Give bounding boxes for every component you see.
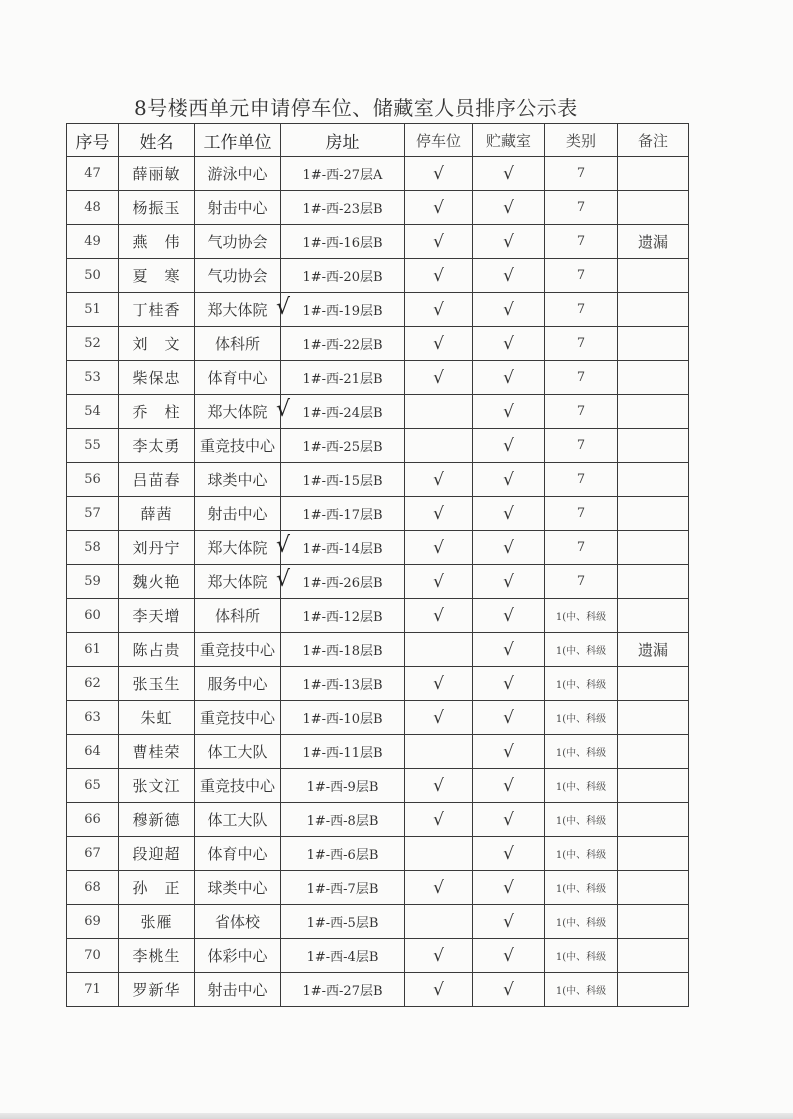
parking-cell: √: [405, 973, 473, 1007]
address-cell: 1#-西-8层B: [281, 803, 405, 837]
note-cell: [618, 735, 689, 769]
category-cell: 1(中、科级: [545, 599, 618, 633]
storage-cell: √: [473, 667, 545, 701]
roster-table: [66, 123, 689, 1007]
category-cell: 7: [545, 429, 618, 463]
storage-cell: √: [473, 293, 545, 327]
handwritten-check-mark: √: [275, 533, 290, 558]
handwritten-check-mark: √: [275, 567, 290, 592]
note-cell: [618, 599, 689, 633]
handwritten-check-mark: √: [275, 295, 290, 320]
table-row: [67, 395, 689, 429]
table-row: [67, 871, 689, 905]
address-cell: 1#-西-9层B: [281, 769, 405, 803]
unit-cell: 郑大体院 √: [195, 293, 281, 327]
unit-cell: 体工大队: [195, 735, 281, 769]
name-cell: 李桃生: [119, 939, 195, 973]
seq-cell: 62: [67, 667, 119, 701]
seq-cell: 51: [67, 293, 119, 327]
name-cell: 穆新德: [119, 803, 195, 837]
header-unit: 工作单位: [195, 124, 281, 157]
category-cell: 1(中、科级: [545, 701, 618, 735]
storage-cell: √: [473, 735, 545, 769]
storage-cell: √: [473, 259, 545, 293]
table-row: [67, 531, 689, 565]
parking-cell: √: [405, 293, 473, 327]
storage-cell: √: [473, 565, 545, 599]
note-cell: [618, 837, 689, 871]
address-cell: 1#-西-6层B: [281, 837, 405, 871]
seq-cell: 47: [67, 157, 119, 191]
seq-cell: 48: [67, 191, 119, 225]
note-cell: [618, 939, 689, 973]
table-row: [67, 497, 689, 531]
category-cell: 7: [545, 395, 618, 429]
category-cell: 1(中、科级: [545, 871, 618, 905]
note-cell: [618, 973, 689, 1007]
unit-cell: 重竞技中心: [195, 633, 281, 667]
table-row: [67, 429, 689, 463]
storage-cell: √: [473, 157, 545, 191]
name-cell: 杨振玉: [119, 191, 195, 225]
address-cell: 1#-西-12层B: [281, 599, 405, 633]
parking-cell: √: [405, 769, 473, 803]
unit-cell: 射击中心: [195, 191, 281, 225]
table-row: [67, 905, 689, 939]
note-cell: [618, 429, 689, 463]
address-cell: 1#-西-4层B: [281, 939, 405, 973]
address-cell: 1#-西-25层B: [281, 429, 405, 463]
table-row: [67, 463, 689, 497]
name-cell: 罗新华: [119, 973, 195, 1007]
name-cell: 薛茜: [119, 497, 195, 531]
storage-cell: √: [473, 939, 545, 973]
note-cell: [618, 531, 689, 565]
name-cell: 刘 文: [119, 327, 195, 361]
table-row: [67, 939, 689, 973]
address-cell: 1#-西-24层B: [281, 395, 405, 429]
seq-cell: 58: [67, 531, 119, 565]
parking-cell: √: [405, 157, 473, 191]
storage-cell: √: [473, 599, 545, 633]
parking-cell: √: [405, 701, 473, 735]
unit-cell: 服务中心: [195, 667, 281, 701]
storage-cell: √: [473, 361, 545, 395]
seq-cell: 60: [67, 599, 119, 633]
category-cell: 1(中、科级: [545, 973, 618, 1007]
address-cell: 1#-西-5层B: [281, 905, 405, 939]
unit-cell: 郑大体院 √: [195, 565, 281, 599]
seq-cell: 59: [67, 565, 119, 599]
address-cell: 1#-西-22层B: [281, 327, 405, 361]
parking-cell: √: [405, 191, 473, 225]
table-row: [67, 599, 689, 633]
address-cell: 1#-西-13层B: [281, 667, 405, 701]
unit-cell: 重竞技中心: [195, 429, 281, 463]
name-cell: 吕苗春: [119, 463, 195, 497]
address-cell: 1#-西-21层B: [281, 361, 405, 395]
seq-cell: 70: [67, 939, 119, 973]
name-cell: 夏 寒: [119, 259, 195, 293]
table-row: [67, 769, 689, 803]
storage-cell: √: [473, 225, 545, 259]
table-row: [67, 633, 689, 667]
address-cell: 1#-西-16层B: [281, 225, 405, 259]
storage-cell: √: [473, 803, 545, 837]
note-cell: [618, 259, 689, 293]
address-cell: 1#-西-14层B: [281, 531, 405, 565]
header-note: 备注: [618, 124, 689, 157]
parking-cell: √: [405, 327, 473, 361]
address-cell: 1#-西-11层B: [281, 735, 405, 769]
name-cell: 张玉生: [119, 667, 195, 701]
storage-cell: √: [473, 701, 545, 735]
table-row: [67, 191, 689, 225]
parking-cell: √: [405, 667, 473, 701]
name-cell: 李太勇: [119, 429, 195, 463]
unit-cell: 体工大队: [195, 803, 281, 837]
unit-cell: 气功协会: [195, 259, 281, 293]
table-row: [67, 837, 689, 871]
seq-cell: 71: [67, 973, 119, 1007]
category-cell: 1(中、科级: [545, 667, 618, 701]
parking-cell: √: [405, 871, 473, 905]
note-cell: [618, 191, 689, 225]
header-parking: 停车位: [405, 124, 473, 157]
unit-cell: 体彩中心: [195, 939, 281, 973]
address-cell: 1#-西-19层B: [281, 293, 405, 327]
name-cell: 刘丹宁: [119, 531, 195, 565]
address-cell: 1#-西-7层B: [281, 871, 405, 905]
parking-cell: √: [405, 599, 473, 633]
name-cell: 乔 柱: [119, 395, 195, 429]
unit-cell: 游泳中心: [195, 157, 281, 191]
category-cell: 1(中、科级: [545, 735, 618, 769]
seq-cell: 57: [67, 497, 119, 531]
unit-cell: 体育中心: [195, 837, 281, 871]
seq-cell: 61: [67, 633, 119, 667]
seq-cell: 49: [67, 225, 119, 259]
parking-cell: √: [405, 361, 473, 395]
seq-cell: 64: [67, 735, 119, 769]
address-cell: 1#-西-10层B: [281, 701, 405, 735]
storage-cell: √: [473, 837, 545, 871]
note-cell: 遗漏: [618, 225, 689, 259]
table-row: [67, 361, 689, 395]
category-cell: 7: [545, 463, 618, 497]
address-cell: 1#-西-27层B: [281, 973, 405, 1007]
note-cell: [618, 327, 689, 361]
note-cell: [618, 157, 689, 191]
note-cell: [618, 565, 689, 599]
table-row: [67, 327, 689, 361]
note-cell: [618, 871, 689, 905]
table-row: [67, 157, 689, 191]
name-cell: 李天增: [119, 599, 195, 633]
seq-cell: 56: [67, 463, 119, 497]
unit-cell: 球类中心: [195, 871, 281, 905]
table-row: [67, 225, 689, 259]
note-cell: [618, 395, 689, 429]
unit-cell: 省体校: [195, 905, 281, 939]
category-cell: 1(中、科级: [545, 905, 618, 939]
category-cell: 7: [545, 565, 618, 599]
handwritten-check-mark: √: [275, 397, 290, 422]
seq-cell: 52: [67, 327, 119, 361]
note-cell: [618, 905, 689, 939]
parking-cell: √: [405, 259, 473, 293]
unit-cell: 郑大体院 √: [195, 531, 281, 565]
parking-cell: [405, 633, 473, 667]
storage-cell: √: [473, 973, 545, 1007]
note-cell: [618, 463, 689, 497]
unit-cell: 球类中心: [195, 463, 281, 497]
note-cell: [618, 361, 689, 395]
seq-cell: 67: [67, 837, 119, 871]
parking-cell: √: [405, 497, 473, 531]
storage-cell: √: [473, 395, 545, 429]
name-cell: 陈占贵: [119, 633, 195, 667]
name-cell: 朱虹: [119, 701, 195, 735]
category-cell: 7: [545, 531, 618, 565]
storage-cell: √: [473, 191, 545, 225]
name-cell: 魏火艳: [119, 565, 195, 599]
name-cell: 柴保忠: [119, 361, 195, 395]
storage-cell: √: [473, 463, 545, 497]
category-cell: 7: [545, 191, 618, 225]
address-cell: 1#-西-27层A: [281, 157, 405, 191]
seq-cell: 54: [67, 395, 119, 429]
name-cell: 段迎超: [119, 837, 195, 871]
table-row: [67, 701, 689, 735]
unit-cell: 郑大体院 √: [195, 395, 281, 429]
header-address: 房址: [281, 124, 405, 157]
note-cell: [618, 497, 689, 531]
seq-cell: 55: [67, 429, 119, 463]
parking-cell: √: [405, 939, 473, 973]
unit-cell: 重竞技中心: [195, 701, 281, 735]
category-cell: 1(中、科级: [545, 633, 618, 667]
parking-cell: √: [405, 565, 473, 599]
header-name: 姓名: [119, 124, 195, 157]
name-cell: 张雁: [119, 905, 195, 939]
address-cell: 1#-西-15层B: [281, 463, 405, 497]
storage-cell: √: [473, 871, 545, 905]
unit-cell: 射击中心: [195, 973, 281, 1007]
category-cell: 7: [545, 361, 618, 395]
category-cell: 1(中、科级: [545, 837, 618, 871]
category-cell: 1(中、科级: [545, 769, 618, 803]
unit-cell: 射击中心: [195, 497, 281, 531]
address-cell: 1#-西-18层B: [281, 633, 405, 667]
document-title: 8号楼西单元申请停车位、储藏室人员排序公示表: [134, 96, 578, 120]
storage-cell: √: [473, 531, 545, 565]
note-cell: 遗漏: [618, 633, 689, 667]
storage-cell: √: [473, 769, 545, 803]
parking-cell: [405, 735, 473, 769]
address-cell: 1#-西-23层B: [281, 191, 405, 225]
category-cell: 7: [545, 157, 618, 191]
note-cell: [618, 769, 689, 803]
header-row: [67, 124, 689, 157]
seq-cell: 65: [67, 769, 119, 803]
table-row: [67, 735, 689, 769]
name-cell: 丁桂香: [119, 293, 195, 327]
name-cell: 孙 正: [119, 871, 195, 905]
parking-cell: [405, 837, 473, 871]
parking-cell: √: [405, 531, 473, 565]
seq-cell: 63: [67, 701, 119, 735]
address-cell: 1#-西-20层B: [281, 259, 405, 293]
seq-cell: 69: [67, 905, 119, 939]
storage-cell: √: [473, 633, 545, 667]
name-cell: 燕 伟: [119, 225, 195, 259]
table-row: [67, 565, 689, 599]
header-category: 类别: [545, 124, 618, 157]
seq-cell: 50: [67, 259, 119, 293]
table-row: [67, 667, 689, 701]
address-cell: 1#-西-26层B: [281, 565, 405, 599]
name-cell: 薛丽敏: [119, 157, 195, 191]
category-cell: 7: [545, 259, 618, 293]
note-cell: [618, 667, 689, 701]
name-cell: 张文江: [119, 769, 195, 803]
seq-cell: 53: [67, 361, 119, 395]
note-cell: [618, 701, 689, 735]
scan-edge: [0, 1113, 793, 1119]
category-cell: 7: [545, 497, 618, 531]
parking-cell: √: [405, 463, 473, 497]
parking-cell: √: [405, 803, 473, 837]
seq-cell: 66: [67, 803, 119, 837]
table-row: [67, 293, 689, 327]
table-row: [67, 259, 689, 293]
unit-cell: 体育中心: [195, 361, 281, 395]
category-cell: 7: [545, 225, 618, 259]
unit-cell: 重竞技中心: [195, 769, 281, 803]
name-cell: 曹桂荣: [119, 735, 195, 769]
parking-cell: [405, 429, 473, 463]
category-cell: 1(中、科级: [545, 803, 618, 837]
parking-cell: [405, 395, 473, 429]
storage-cell: √: [473, 497, 545, 531]
unit-cell: 体科所: [195, 599, 281, 633]
storage-cell: √: [473, 429, 545, 463]
header-seq: 序号: [67, 124, 119, 157]
table-row: [67, 803, 689, 837]
table-row: [67, 973, 689, 1007]
unit-cell: 体科所: [195, 327, 281, 361]
parking-cell: [405, 905, 473, 939]
address-cell: 1#-西-17层B: [281, 497, 405, 531]
note-cell: [618, 803, 689, 837]
category-cell: 7: [545, 293, 618, 327]
seq-cell: 68: [67, 871, 119, 905]
storage-cell: √: [473, 327, 545, 361]
category-cell: 1(中、科级: [545, 939, 618, 973]
storage-cell: √: [473, 905, 545, 939]
header-storage: 贮藏室: [473, 124, 545, 157]
unit-cell: 气功协会: [195, 225, 281, 259]
note-cell: [618, 293, 689, 327]
category-cell: 7: [545, 327, 618, 361]
parking-cell: √: [405, 225, 473, 259]
